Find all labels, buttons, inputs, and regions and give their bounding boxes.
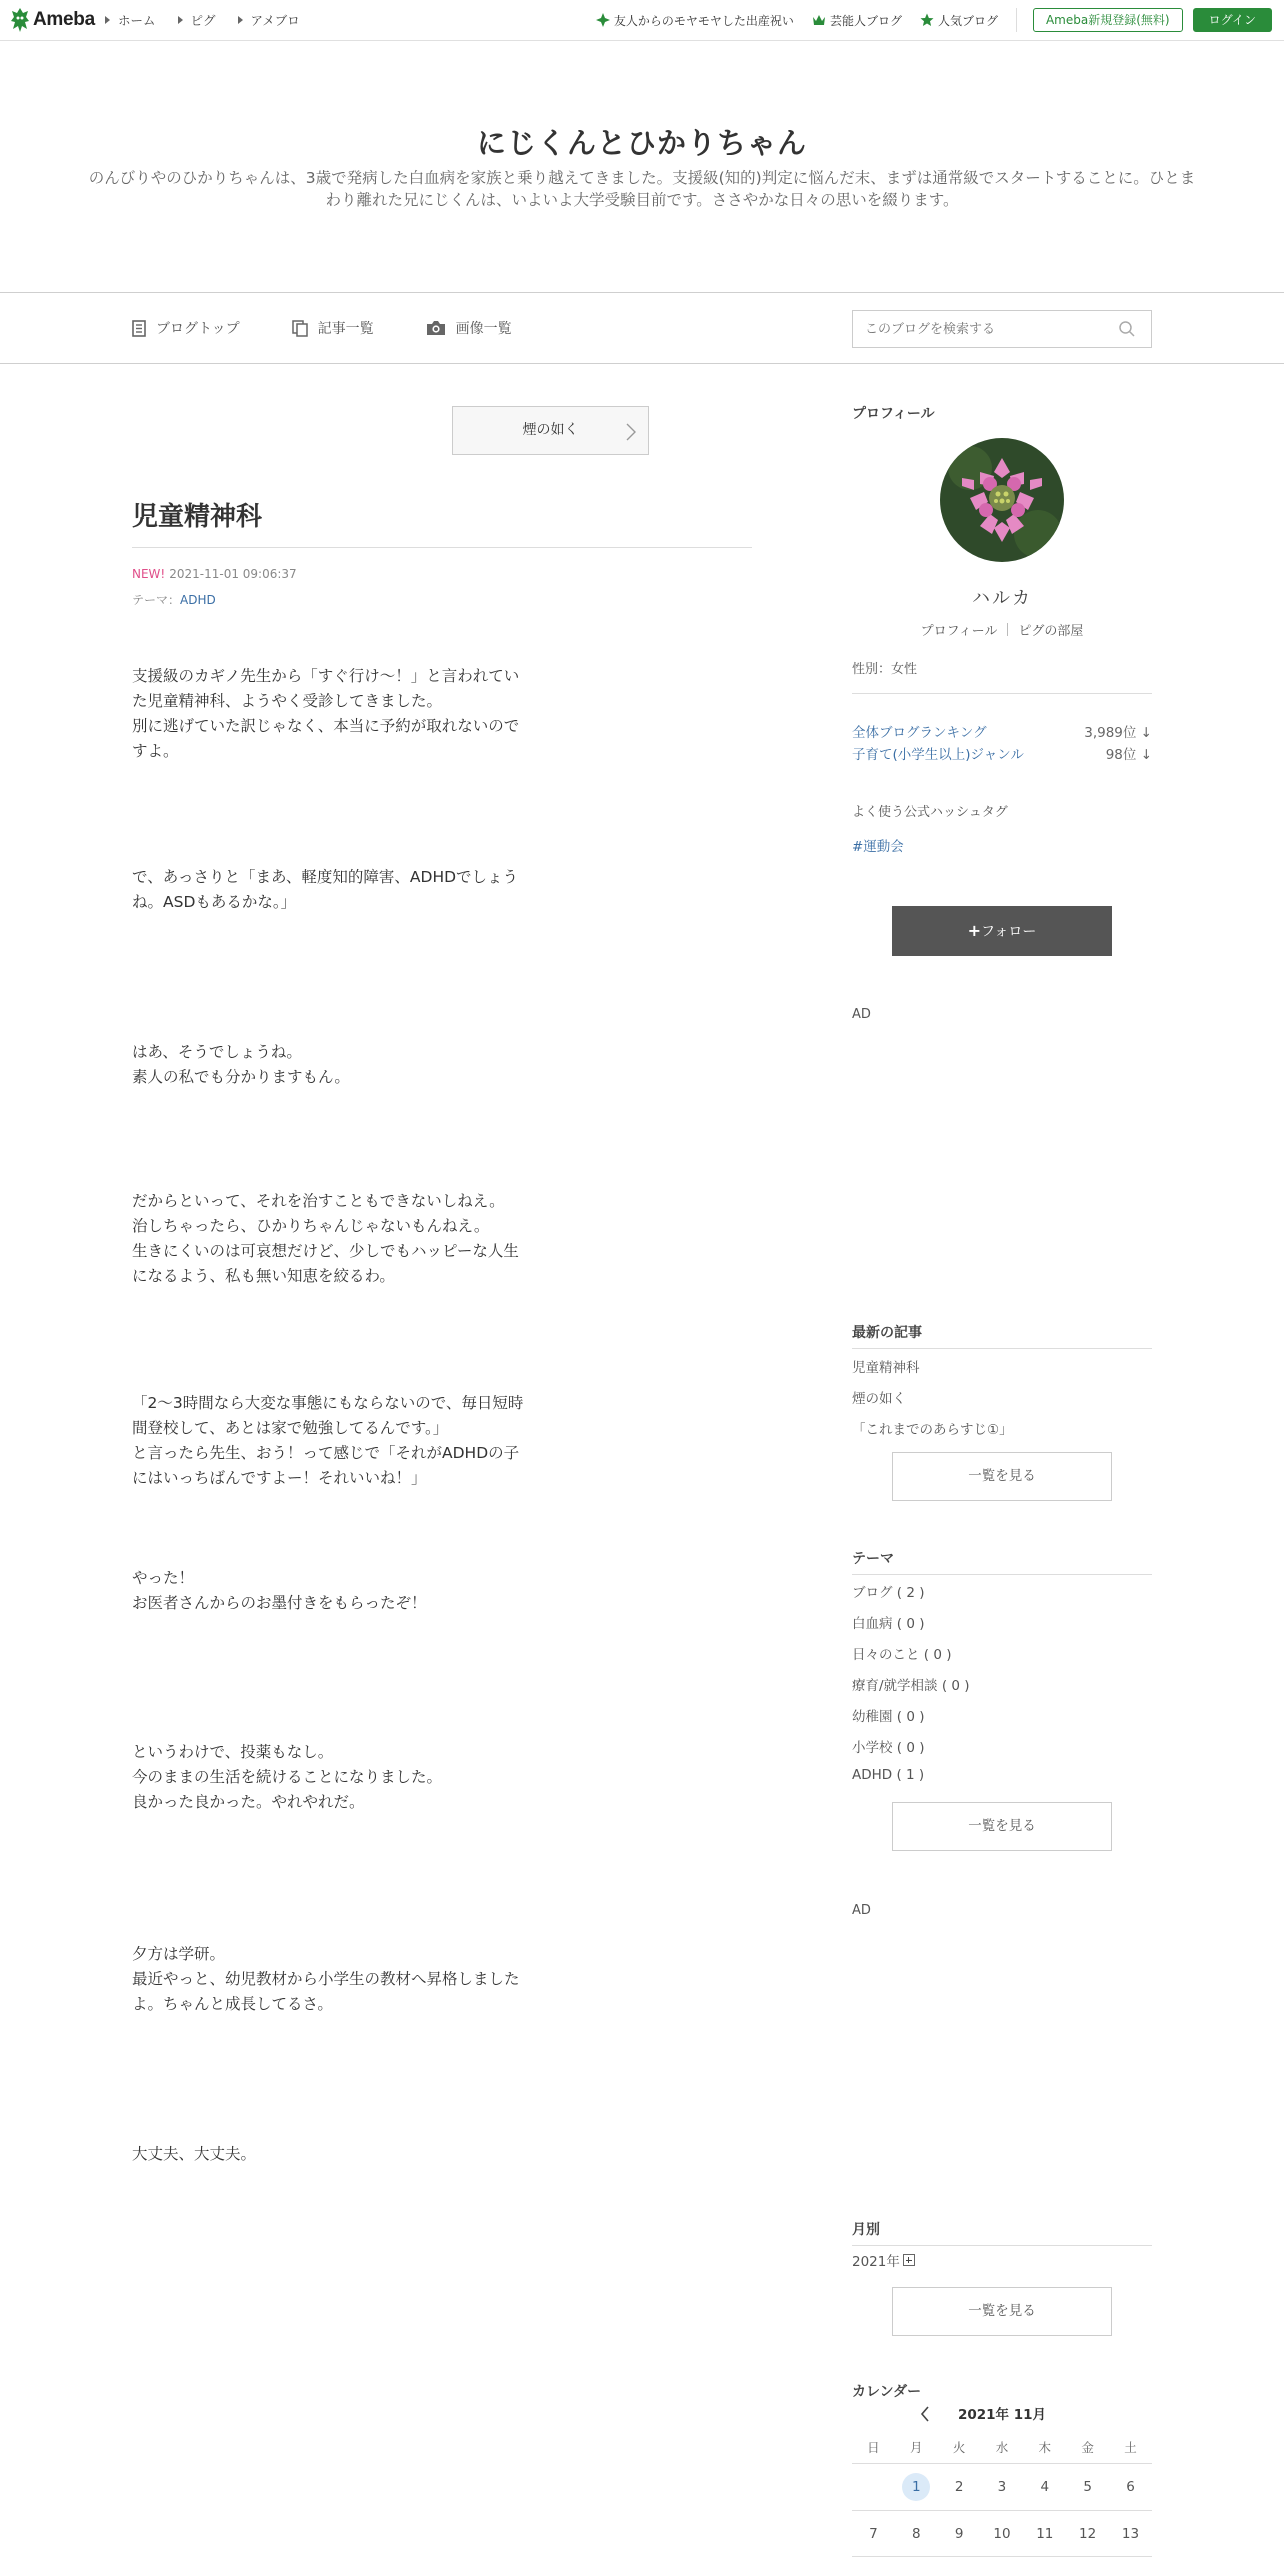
calendar-week <box>852 2473 1152 2501</box>
blog-search-input[interactable] <box>852 310 1152 348</box>
ranking-row[interactable] <box>852 721 1152 741</box>
weekday-label: 火 <box>952 2440 966 2455</box>
hashtag-heading: よく使う公式ハッシュタグ <box>852 805 1008 820</box>
camera-icon <box>426 320 446 336</box>
divider <box>852 2245 1152 2246</box>
avatar[interactable] <box>940 438 1064 562</box>
calendar-day: 9 <box>954 2526 964 2542</box>
header-right <box>578 0 1272 40</box>
article-list-link[interactable] <box>292 318 374 338</box>
blog-nav <box>0 292 1284 364</box>
year-label: 2021年 <box>852 2254 900 2270</box>
article-paragraph: 夕方は学研。 最近やっと、幼児教材から小学生の教材へ昇格しましたよ。ちゃんと成長してるさ。 <box>132 1945 520 2013</box>
article-meta <box>132 567 297 581</box>
article-theme <box>132 591 216 608</box>
divider <box>1016 8 1017 32</box>
calendar-day: 4 <box>1040 2479 1050 2495</box>
calendar-day: 5 <box>1083 2479 1092 2495</box>
calendar-day: 11 <box>1036 2526 1054 2542</box>
divider <box>852 2510 1152 2511</box>
prev-article-button[interactable] <box>452 406 649 455</box>
calendar-heading: カレンダー <box>852 2384 922 2400</box>
article-title[interactable]: 児童精神科 <box>132 502 263 532</box>
triangle-right-icon <box>105 16 110 24</box>
logo-text: Ameba <box>33 9 95 30</box>
popular-blog-link[interactable] <box>920 12 998 29</box>
profile-name[interactable]: ハルカ <box>972 588 1032 609</box>
ranking-label: 全体ブログランキング <box>852 725 987 741</box>
chevron-right-icon <box>626 423 636 441</box>
divider <box>852 693 1152 694</box>
global-nav <box>105 0 322 40</box>
follow-button[interactable] <box>892 906 1112 956</box>
pig-room-link[interactable]: ピグの部屋 <box>1018 624 1084 639</box>
celebrity-blog-label: 芸能人ブログ <box>829 13 902 28</box>
popular-blog-label: 人気ブログ <box>937 13 998 28</box>
login-button[interactable]: ログイン <box>1193 8 1272 32</box>
weekday-label: 月 <box>910 2440 923 2455</box>
plus-icon: + <box>967 921 982 940</box>
article-paragraph: はあ、そうでしょうね。 素人の私でも分かりますもん。 <box>132 1043 350 1086</box>
article-paragraph: やった！ お医者さんからのお墨付きをもらったぞ！ <box>132 1569 427 1612</box>
ranking-row[interactable] <box>852 743 1152 763</box>
calendar-day: 6 <box>1126 2479 1135 2495</box>
article-paragraph: 支援級のカギノ先生から「すぐ行け～！」と言われていた児童精神科、ようやく受診してきました。 別に逃げていた訳じゃなく、本当に予約が取れないのですよ。 <box>132 667 520 760</box>
blog-description: のんびりやのひかりちゃんは、3歳で発病した白血病を家族と乗り越えてきました。支援級(知的)判定に悩んだ末、まずは通常級でスタートすることに。ひとまわり離れた兄にじくんは、いよいよ大学受験目前です。ささやかな日々の思いを綴ります。 <box>88 169 1196 209</box>
calendar-day: 8 <box>911 2526 921 2542</box>
ranking-value: 3,989位 ↓ <box>1084 725 1152 741</box>
profile-link[interactable]: プロフィール <box>920 624 998 639</box>
recent-heading: 最新の記事 <box>852 1325 922 1341</box>
article-paragraph: で、あっさりと「まあ、軽度知的障害、ADHDでしょうね。ASDもあるかな。」 <box>132 868 519 911</box>
divider <box>852 2463 1152 2464</box>
hashtag-link[interactable]: #運動会 <box>852 839 904 855</box>
blog-title[interactable]: にじくんとひかりちゃん <box>476 126 807 160</box>
blog-top-label: ブログトップ <box>156 321 240 337</box>
prev-article-label: 煙の如く <box>522 422 579 438</box>
theme-heading: テーマ <box>852 1551 894 1567</box>
theme-see-all-button[interactable]: 一覧を見る <box>892 1802 1112 1851</box>
monthly-see-all-button[interactable]: 一覧を見る <box>892 2287 1112 2336</box>
theme-item[interactable]: ブログ ( 2 ) <box>852 1585 925 1601</box>
document-icon <box>132 320 146 337</box>
divider <box>852 1574 1152 1575</box>
nav-ameblo-label: アメブロ <box>250 13 300 28</box>
ameba-mascot-icon <box>10 7 30 33</box>
star-leaf-icon <box>596 13 610 27</box>
ameba-logo[interactable] <box>10 7 95 33</box>
theme-item[interactable]: 幼稚園 ( 0 ) <box>852 1709 925 1725</box>
theme-item[interactable]: ADHD ( 1 ) <box>852 1767 925 1783</box>
article-paragraph: というわけで、投薬もなし。 今のままの生活を続けることになりました。 良かった良かった。やれやれだ。 <box>132 1743 443 1811</box>
follow-label: フォロー <box>981 924 1037 940</box>
nav-ameblo[interactable] <box>238 11 300 29</box>
ad-label: AD <box>852 1903 871 1918</box>
article-list-label: 記事一覧 <box>317 321 374 337</box>
weekday-label: 日 <box>867 2440 880 2455</box>
profile-gender: 性別：女性 <box>852 662 918 677</box>
hydrangea-photo <box>940 438 1064 562</box>
ad-label: AD <box>852 1007 871 1022</box>
image-list-link[interactable] <box>426 318 512 338</box>
new-badge: NEW! <box>132 567 166 581</box>
image-list-label: 画像一覧 <box>455 321 512 337</box>
recent-article-item[interactable]: 児童精神科 <box>852 1360 920 1376</box>
weekday-label: 金 <box>1081 2440 1094 2455</box>
triangle-right-icon <box>238 16 243 24</box>
article-datetime: 2021-11-01 09:06:37 <box>169 567 297 581</box>
global-header <box>0 0 1284 41</box>
ranking-label: 子育て(小学生以上)ジャンル <box>852 747 1024 763</box>
blog-header <box>0 41 1284 292</box>
theme-item[interactable]: 小学校 ( 0 ) <box>852 1740 925 1756</box>
article-paragraph: 「2～3時間なら大変な事態にもならないので、毎日短時間登校して、あとは家で勉強してるんです。」 と言ったら先生、おう！って感じで「それがADHDの子にはいっちばんですよー！それいいね！」 <box>132 1394 524 1487</box>
nav-pig-label: ピグ <box>190 13 216 28</box>
calendar-day: 7 <box>869 2526 878 2542</box>
profile-heading: プロフィール <box>852 406 935 422</box>
recent-article-item[interactable]: 煙の如く <box>852 1391 906 1407</box>
divider <box>1007 623 1008 636</box>
article-paragraph: 大丈夫、大丈夫。 <box>132 2145 257 2163</box>
theme-item[interactable]: 白血病 ( 0 ) <box>852 1616 925 1632</box>
copy-icon <box>292 320 308 337</box>
calendar-day: 10 <box>993 2526 1011 2542</box>
divider <box>132 547 752 548</box>
nav-pig[interactable] <box>178 11 216 29</box>
expand-plus-icon <box>903 2254 915 2266</box>
calendar-day: 3 <box>997 2479 1007 2495</box>
article-paragraph: だからといって、それを治すこともできないしねえ。 治しちゃったら、ひかりちゃんじゃないもんねえ。 生きにくいのは可哀想だけど、少しでもハッピーな人生になるよう、私も無い知恵を絞るわ。 <box>132 1192 519 1285</box>
recent-article-item[interactable]: 「これまでのあらすじ①」 <box>852 1422 1013 1438</box>
trending-link-label: 友人からのモヤモヤした出産祝い <box>613 13 794 28</box>
search-icon[interactable] <box>1118 320 1136 338</box>
theme-link[interactable]: ADHD <box>180 593 216 607</box>
triangle-right-icon <box>178 16 183 24</box>
celebrity-blog-link[interactable] <box>812 12 902 29</box>
year-toggle[interactable] <box>852 2250 915 2270</box>
register-button[interactable]: Ameba新規登録(無料) <box>1033 8 1183 32</box>
blog-top-link[interactable] <box>132 318 240 338</box>
crown-icon <box>812 14 826 26</box>
calendar-weekdays <box>852 2438 1152 2456</box>
recent-see-all-button[interactable]: 一覧を見る <box>892 1452 1112 1501</box>
profile-links <box>852 620 1152 639</box>
theme-item[interactable]: 日々のこと ( 0 ) <box>852 1647 952 1663</box>
nav-home[interactable] <box>105 11 156 29</box>
today-day: 1 <box>902 2473 930 2501</box>
divider <box>852 2556 1152 2557</box>
weekday-label: 土 <box>1124 2440 1137 2455</box>
divider <box>852 1348 1152 1349</box>
weekday-label: 水 <box>995 2440 1009 2455</box>
star-icon <box>920 13 934 27</box>
calendar-month: 2021年 11月 <box>957 2407 1047 2423</box>
calendar-day: 12 <box>1079 2526 1097 2542</box>
monthly-heading: 月別 <box>852 2222 880 2238</box>
calendar-day <box>852 2473 895 2501</box>
calendar-day: 2 <box>954 2479 964 2495</box>
weekday-label: 木 <box>1038 2440 1052 2455</box>
ranking-value: 98位 ↓ <box>1105 747 1152 763</box>
calendar-week <box>852 2520 1152 2548</box>
calendar-day: 13 <box>1121 2526 1140 2542</box>
calendar-day-today[interactable] <box>895 2473 938 2501</box>
trending-link[interactable] <box>596 12 794 29</box>
theme-prefix: テーマ： <box>132 593 181 607</box>
theme-item[interactable]: 療育/就学相談 ( 0 ) <box>852 1678 970 1694</box>
nav-home-label: ホーム <box>118 13 156 28</box>
